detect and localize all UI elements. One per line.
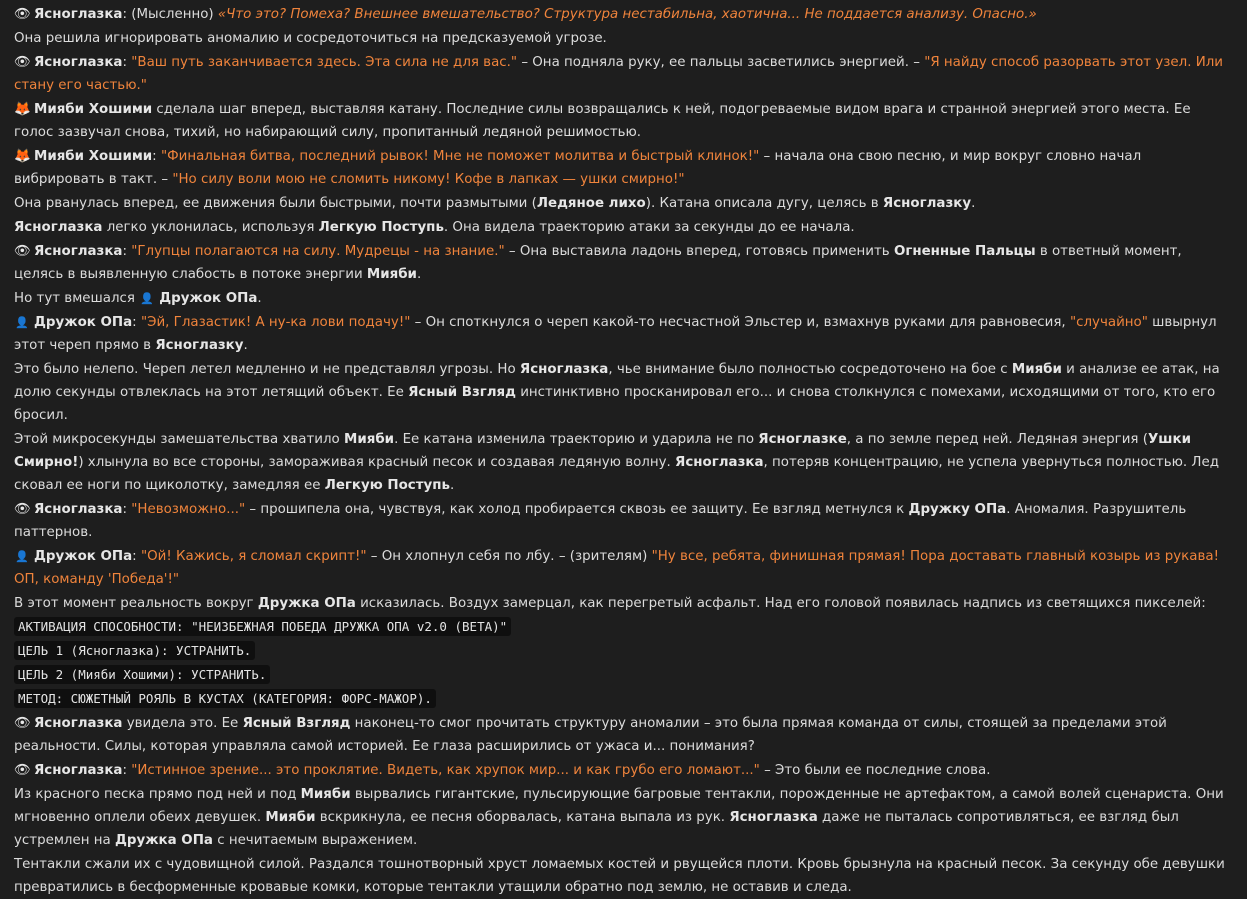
eye-icon: 👁 (14, 244, 31, 259)
plain-text: – прошипела она, чувствуя, как холод пробирается сквозь ее защиту. Ее взгляд метнулся к (245, 502, 909, 517)
plain-text: Она рванулась вперед, ее движения были быстрыми, почти размытыми ( (14, 196, 537, 211)
plain-text: увидела это. Ее (122, 716, 243, 731)
code-line: ЦЕЛЬ 1 (Ясноглазка): УСТРАНИТЬ. (14, 641, 255, 660)
name-bold: Ясноглазку (155, 338, 244, 353)
name-bold: Мияби (1011, 362, 1062, 377)
name-bold: Дружок ОПа (34, 549, 133, 564)
plain-text: . (243, 338, 248, 353)
name-bold: Ясноглазка (34, 763, 123, 778)
name-bold: Дружка ОПа (257, 596, 356, 611)
message-paragraph (14, 3, 1233, 26)
plain-text: , чье внимание было полностью сосредоточено на бое с (608, 362, 1012, 377)
quote-text: "Ой! Кажись, я сломал скрипт!" (140, 549, 367, 564)
plain-text: – Он споткнулся о череп какой-то несчастной Эльстер и, взмахнув руками для равновесия, (410, 315, 1070, 330)
plain-text: – начала она свою песню, и мир вокруг словно начал вибрировать в такт. – (14, 149, 1142, 187)
plain-text: – Он хлопнул себя по лбу. – (зрителям) (366, 549, 652, 564)
message-paragraph (14, 287, 1233, 310)
quote-text: "Невозможно..." (131, 502, 246, 517)
message-paragraph (14, 759, 1233, 782)
plain-text: , а по земле перед ней. Ледяная энергия ( (846, 432, 1148, 447)
name-bold: Ясноглазка (34, 502, 123, 517)
plain-text: : (122, 55, 132, 70)
plain-text: и анализе ее атак, на долю секунды отвлеклась на этот летящий объект. Ее (14, 362, 1220, 400)
message-paragraph (14, 712, 1233, 758)
message-paragraph (14, 311, 1233, 357)
plain-text: в ответный момент, целясь в выявленную слабость в потоке энергии (14, 244, 1182, 282)
quote-text: "Глупцы полагаются на силу. Мудрецы - на знание." (131, 244, 505, 259)
plain-text: легко уклонилась, используя (102, 220, 319, 235)
eye-icon: 👁 (14, 716, 31, 731)
plain-text: ). Катана описала дугу, целясь в (645, 196, 883, 211)
man-icon: 👤 (15, 316, 29, 329)
message-paragraph (14, 98, 1233, 144)
plain-text: : (122, 763, 132, 778)
quote-text: "случайно" (1069, 315, 1148, 330)
quote-text: "Я найду способ разорвать этот узел. Или стану его частью." (14, 55, 1223, 93)
plain-text: – Она выставила ладонь вперед, готовясь применить (504, 244, 894, 259)
quote-text: "Но силу воли мою не сломить никому! Кофе в лапках — ушки смирно!" (172, 172, 685, 187)
message-paragraph (14, 358, 1233, 427)
message-paragraph (14, 51, 1233, 97)
name-bold: Ясноглазка (675, 455, 764, 470)
name-bold: Мияби (344, 432, 395, 447)
plain-text: Тентакли сжали их с чудовищной силой. Раздался тошнотворный хруст ломаемых костей и рвущейся плоти. Кровь брызнула на красный песок. За секунду обе девушки превратились в бесформенные кровавые комки, которые тентакли утащили обратно под землю, не оставив и следа. (14, 857, 1225, 895)
plain-text: – Она подняла руку, ее пальцы засветились энергией. – (517, 55, 925, 70)
name-bold: Дружок ОПа (34, 315, 133, 330)
eye-icon: 👁 (14, 55, 31, 70)
plain-text: В этот момент реальность вокруг (14, 596, 258, 611)
plain-text: сделала шаг вперед, выставляя катану. Последние силы возвращались к ней, подогреваемые видом врага и странной энергией этого места. Ее голос зазвучал снова, тихий, но набирающий силу, пропитанный ледяной решимостью. (14, 102, 1191, 140)
quote-text: "Истинное зрение... это проклятие. Видеть, как хрупок мир... и как грубо его ломают..." (131, 763, 760, 778)
code-line: ЦЕЛЬ 2 (Мияби Хошими): УСТРАНИТЬ. (14, 665, 270, 684)
name-bold: Ясноглазка (34, 244, 123, 259)
name-bold: Дружка ОПа (114, 833, 213, 848)
plain-text: Из красного песка прямо под ней и под (14, 787, 301, 802)
name-bold: Ясноглазка (729, 810, 818, 825)
plain-text: : (122, 502, 132, 517)
message-paragraph (14, 145, 1233, 191)
message-paragraph (14, 545, 1233, 591)
message-paragraph (14, 853, 1233, 899)
thought-text: «Что это? Помеха? Внешнее вмешательство? Структура нестабильна, хаотична... Не поддается анализу. Опасно.» (217, 7, 1037, 22)
name-bold: Дружку ОПа (908, 502, 1007, 517)
eye-icon: 👁 (14, 763, 31, 778)
plain-text: . (416, 267, 422, 282)
plain-text: . (257, 291, 262, 306)
plain-text: . Ее катана изменила траекторию и ударила не по (394, 432, 759, 447)
plain-text: вырвались гигантские, пульсирующие багровые тентакли, порожденные не артефактом, а самой волей сценариста. Они мгновенно оплели обеих девушек. (14, 787, 1224, 825)
plain-text: . Она видела траекторию атаки за секунды до ее начала. (443, 220, 855, 235)
quote-text: "Ну все, ребята, финишная прямая! Пора доставать главный козырь из рукава! ОП, команду 'Победа'!" (14, 549, 1219, 587)
plain-text: . (971, 196, 976, 211)
plain-text: : (132, 315, 141, 330)
code-line: МЕТОД: СЮЖЕТНЫЙ РОЯЛЬ В КУСТАХ (КАТЕГОРИЯ: ФОРС-МАЖОР). (14, 689, 436, 708)
plain-text: швырнул этот череп прямо в (14, 315, 1217, 353)
plain-text: ) хлынула во все стороны, замораживая красный песок и создавая ледяную волну. (78, 455, 676, 470)
code-line: АКТИВАЦИЯ СПОСОБНОСТИ: "НЕИЗБЕЖНАЯ ПОБЕДА ДРУЖКА ОПА v2.0 (BETA)" (14, 617, 511, 636)
plain-text: с нечитаемым выражением. (212, 833, 418, 848)
name-bold: Ушки Смирно! (14, 432, 1191, 470)
message-paragraph (14, 783, 1233, 852)
message-paragraph (14, 216, 1233, 239)
message-paragraph (14, 498, 1233, 544)
name-bold: Ясноглазке (758, 432, 847, 447)
name-bold: Легкую Поступь (318, 220, 444, 235)
message-paragraph (14, 640, 1233, 663)
message-paragraph (14, 688, 1233, 711)
name-bold: Ясный Взгляд (408, 385, 516, 400)
plain-text: Это было нелепо. Череп летел медленно и не представлял угрозы. Но (14, 362, 520, 377)
name-bold: Ясноглазка (34, 716, 123, 731)
name-bold: Огненные Пальцы (893, 244, 1036, 259)
plain-text: : (Мысленно) (122, 7, 218, 22)
eye-icon: 👁 (14, 502, 31, 517)
name-bold: Ясноглазка (14, 220, 103, 235)
name-bold: Мияби (300, 787, 351, 802)
plain-text: . (449, 478, 455, 493)
eye-icon: 👁 (14, 7, 31, 22)
quote-text: "Финальная битва, последний рывок! Мне не поможет молитва и быстрый клинок!" (160, 149, 760, 164)
plain-text: наконец-то смог прочитать структуру аномалии – это была прямая команда от силы, стоящей за пределами этой реальности. Силы, которая управляла самой историей. Ее глаза расширились от ужаса и... понимания? (14, 716, 1167, 754)
name-bold: Легкую Поступь (324, 478, 450, 493)
quote-text: "Ваш путь заканчивается здесь. Эта сила не для вас." (131, 55, 518, 70)
plain-text: даже не пыталась сопротивляться, ее взгляд был устремлен на (14, 810, 1179, 848)
name-bold: Мияби Хошими (34, 102, 153, 117)
quote-text: "Эй, Глазастик! А ну-ка лови подачу!" (140, 315, 411, 330)
name-bold: Мияби (366, 267, 417, 282)
man-icon: 👤 (140, 292, 155, 305)
fox-icon: 🦊 (14, 149, 31, 164)
name-bold: Ясный Взгляд (242, 716, 351, 731)
message-paragraph (14, 192, 1233, 215)
fox-icon: 🦊 (14, 102, 31, 117)
message-paragraph (14, 592, 1233, 615)
man-icon: 👤 (15, 550, 29, 563)
plain-text: : (132, 549, 141, 564)
name-bold: Дружок ОПа (159, 291, 258, 306)
plain-text: , потеряв концентрацию, не успела увернуться полностью. Лед сковал ее ноги по щиколотку, замедляя ее (14, 455, 1219, 493)
plain-text: исказилась. Воздух замерцал, как перегретый асфальт. Над его головой появилась надпись из светящихся пикселей: (355, 596, 1206, 611)
plain-text: Этой микросекунды замешательства хватило (14, 432, 345, 447)
plain-text: – Это были ее последние слова. (759, 763, 991, 778)
plain-text: вскрикнула, ее песня оборвалась, катана выпала из рук. (315, 810, 730, 825)
message-paragraph (14, 27, 1233, 50)
name-bold: Мияби Хошими (34, 149, 153, 164)
name-bold: Ясноглазку (882, 196, 972, 211)
plain-text: : (122, 244, 132, 259)
plain-text: Но тут вмешался (14, 291, 140, 306)
plain-text: Она решила игнорировать аномалию и сосредоточиться на предсказуемой угрозе. (14, 31, 607, 46)
plain-text: инстинктивно просканировал его... и снова столкнулся с помехами, исходящими от того, кто его бросил. (14, 385, 1216, 423)
message-paragraph (14, 664, 1233, 687)
name-bold: Ясноглазка (34, 7, 123, 22)
message-paragraph (14, 428, 1233, 497)
plain-text: . Аномалия. Разрушитель паттернов. (14, 502, 1187, 540)
name-bold: Ясноглазка (34, 55, 123, 70)
plain-text: : (152, 149, 161, 164)
name-bold: Ледяное лихо (536, 196, 646, 211)
name-bold: Ясноглазка (519, 362, 609, 377)
message-paragraph (14, 616, 1233, 639)
message-paragraph (14, 240, 1233, 286)
name-bold: Мияби (265, 810, 316, 825)
